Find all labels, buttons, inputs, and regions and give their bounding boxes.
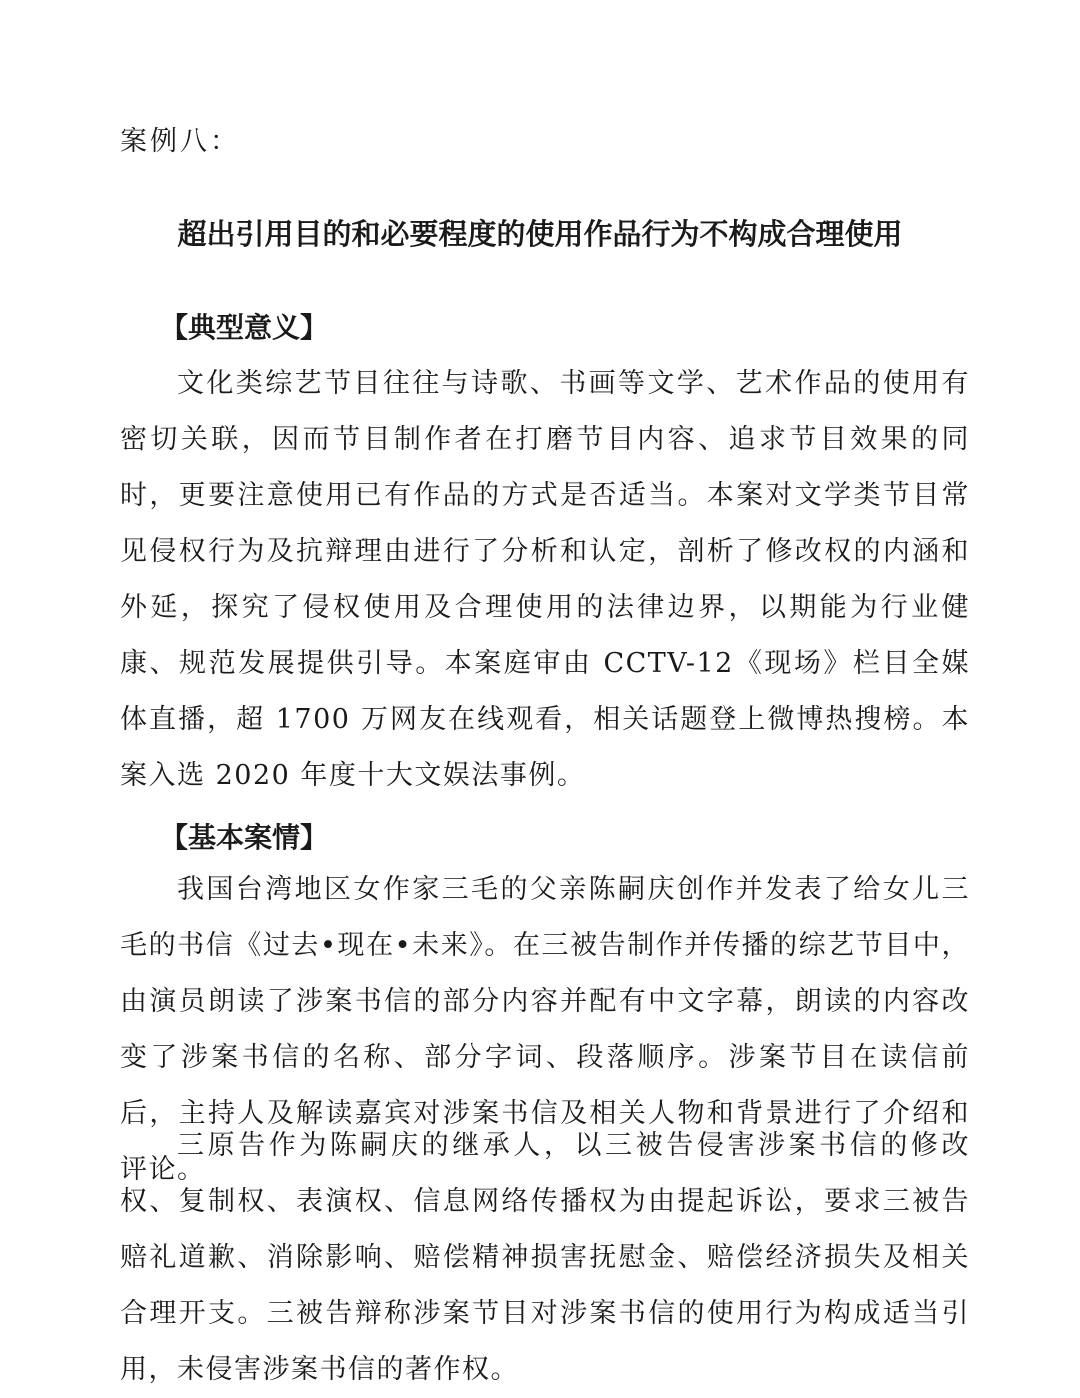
paragraph-case-facts-1: 我国台湾地区女作家三毛的父亲陈嗣庆创作并发表了给女儿三毛的书信《过去•现在•未来》。在三被告制作并传播的综艺节目中，由演员朗读了涉案书信的部分内容并配有中文字幕，朗读的内容改变了涉案书信的名称、部分字词、段落顺序。涉案节目在读信前后，主持人及解读嘉宾对涉案书信及相关人物和背景进行了介绍和评论。 — [120, 874, 970, 1185]
section-heading-significance: 【典型意义】 — [160, 311, 329, 344]
section-heading-case-facts: 【基本案情】 — [160, 821, 329, 854]
paragraph-significance: 文化类综艺节目往往与诗歌、书画等文学、艺术作品的使用有密切关联，因而节目制作者在打磨节目内容、追求节目效果的同时，更要注意使用已有作品的方式是否适当。本案对文学类节目常见侵权行为及抗辩理由进行了分析和认定，剖析了修改权的内涵和外延，探究了侵权使用及合理使用的法律边界，以期能为行业健康、规范发展提供引导。本案庭审由 CCTV-12《现场》栏目全媒体直播，超 1700 万网友在线观看，相关话题登上微博热搜榜。本案入选 2020 年度十大文娱法事例。 — [120, 368, 970, 791]
document-title: 超出引用目的和必要程度的使用作品行为不构成合理使用 — [177, 217, 903, 251]
paragraph-case-facts-2: 三原告作为陈嗣庆的继承人，以三被告侵害涉案书信的修改权、复制权、表演权、信息网络传播权为由提起诉讼，要求三被告赔礼道歉、消除影响、赔偿精神损害抚慰金、赔偿经济损失及相关合理开支。三被告辩称涉案节目对涉案书信的使用行为构成适当引用，未侵害涉案书信的著作权。 — [120, 1130, 970, 1385]
case-label: 案例八： — [120, 126, 240, 157]
